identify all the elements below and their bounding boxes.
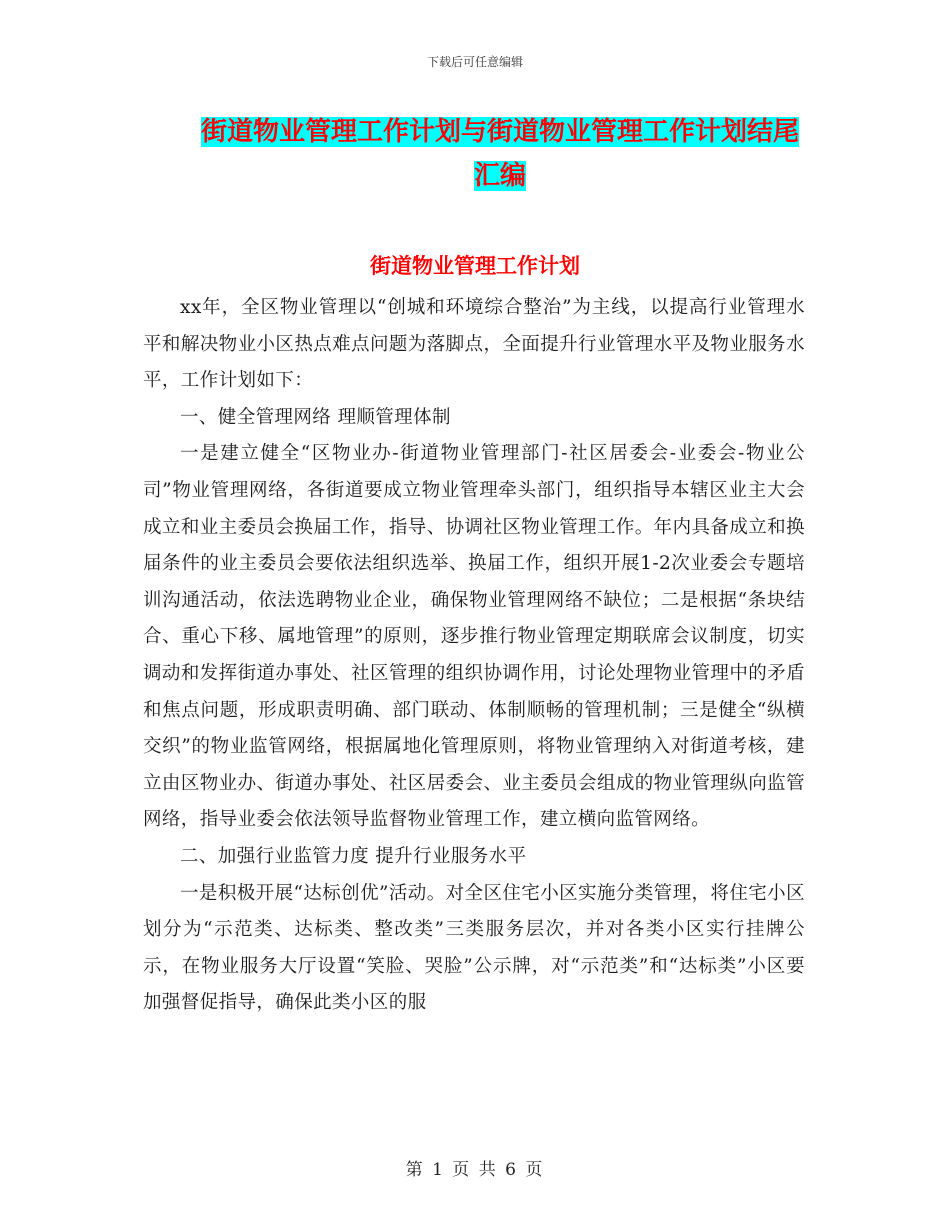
paragraph-intro: xx年，全区物业管理以“创城和环境综合整治”为主线，以提高行业管理水平和解决物业小区热点难点问题为落脚点，全面提升行业管理水平及物业服务水平，工作计划如下： (143, 297, 805, 392)
paragraph-2: 一是积极开展“达标创优”活动。对全区住宅小区实施分类管理，将住宅小区划分为“示范类、达标类、整改类”三类服务层次，并对各类小区实行挂牌公示，在物业服务大厅设置“笑脸、哭脸”公示牌，对“示范类”和“达标类”小区要加强督促指导，确保此类小区的服 (143, 882, 805, 1014)
header-note: 下载后可任意编辑 (426, 55, 523, 69)
document-title-line1: 街道物业管理工作计划与街道物业管理工作计划结尾 (200, 117, 799, 147)
document-title-line2: 汇编 (473, 161, 526, 191)
page-footer: 第 1 页 共 6 页 (405, 1160, 545, 1180)
heading-2: 二、加强行业监管力度 提升行业服务水平 (180, 845, 527, 867)
document-title (190, 110, 810, 198)
paragraph-1: 一是建立健全“区物业办-街道物业管理部门-社区居委会-业委会-物业公司”物业管理网络，各街道要成立物业管理牵头部门，组织指导本辖区业主大会成立和业主委员会换届工作，指导、协调社区物业管理工作。年内具备成立和换届条件的业主委员会要依法组织选举、换届工作，组织开展1-2次业委会专题培训沟通活动，依法选聘物业企业，确保物业管理网络不缺位；二是根据“条块结合、重心下移、属地管理”的原则，逐步推行物业管理定期联席会议制度，切实调动和发挥街道办事处、社区管理的组织协调作用，讨论处理物业管理中的矛盾和焦点问题，形成职责明确、部门联动、体制顺畅的管理机制；三是健全“纵横交织”的物业监管网络，根据属地化管理原则，将物业管理纳入对街道考核，建立由区物业办、街道办事处、社区居委会、业主委员会组成的物业管理纵向监管网络，指导业委会依法领导监督物业管理工作，建立横向监管网络。 (143, 443, 805, 831)
body-text (143, 290, 805, 1022)
section-title: 街道物业管理工作计划 (370, 254, 580, 278)
heading-1: 一、健全管理网络 理顺管理体制 (180, 406, 451, 428)
